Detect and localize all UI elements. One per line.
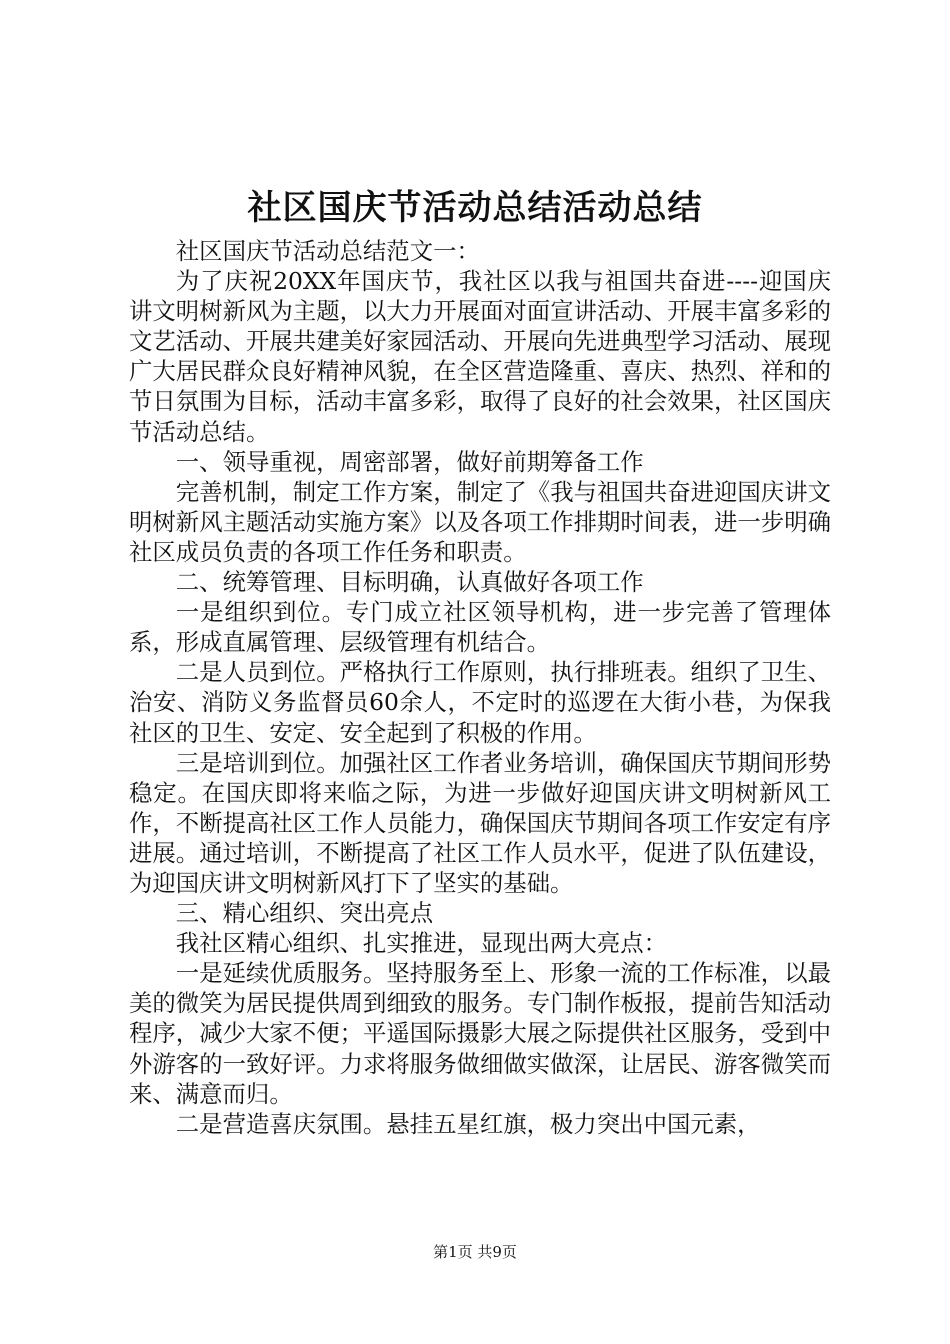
section-heading: 三、精心组织、突出亮点 xyxy=(175,899,434,928)
paragraph-intro: 社区国庆节活动总结范文一： xyxy=(175,237,480,265)
paragraph: 为了庆祝20XX年国庆节，我社区以我与祖国共奋进----迎国庆讲文明树新风为主题，以大力开展面对面宣讲活动、开展丰富多彩的文艺活动、开展共建美好家园活动、开展向先进典型学习活动、展现广大居民群众良好精神风貌，在全区营造隆重、喜庆、热烈、祥和的节日氛围为目标，活动丰富多彩，取得了良好的社会效果，社区国庆节活动总结。 xyxy=(129,267,831,446)
page-number-indicator: 第1页 共9页 xyxy=(433,1243,517,1261)
paragraph: 二是营造喜庆氛围。悬挂五星红旗，极力突出中国元素， xyxy=(175,1109,761,1138)
paragraph: 二是人员到位。严格执行工作原则，执行排班表。组织了卫生、治安、消防义务监督员60余人，不定时的巡逻在大街小巷，为保我社区的卫生、安定、安全起到了积极的作用。 xyxy=(129,658,831,747)
paragraph: 三是培训到位。加强社区工作者业务培训，确保国庆节期间形势稳定。在国庆即将来临之际，为进一步做好迎国庆讲文明树新风工作，不断提高社区工作人员能力，确保国庆节期间各项工作安定有序进展。通过培训，不断提高了社区工作人员水平，促进了队伍建设，为迎国庆讲文明树新风打下了坚实的基础。 xyxy=(129,748,831,897)
section-heading: 一、领导重视，周密部署，做好前期筹备工作 xyxy=(175,447,644,476)
paragraph: 我社区精心组织、扎实推进，显现出两大亮点： xyxy=(175,929,667,958)
page-footer xyxy=(0,1242,950,1262)
document-body xyxy=(129,236,831,1139)
section-heading: 二、统筹管理、目标明确，认真做好各项工作 xyxy=(175,568,644,597)
paragraph: 一是组织到位。专门成立社区领导机构，进一步完善了管理体系，形成直属管理、层级管理有机结合。 xyxy=(129,598,831,657)
paragraph: 一是延续优质服务。坚持服务至上、形象一流的工作标准，以最美的微笑为居民提供周到细致的服务。专门制作板报，提前告知活动程序，减少大家不便；平遥国际摄影大展之际提供社区服务，受到中外游客的一致好评。力求将服务做细做实做深，让居民、游客微笑而来、满意而归。 xyxy=(129,959,831,1108)
paragraph: 完善机制，制定工作方案，制定了《我与祖国共奋进迎国庆讲文明树新风主题活动实施方案》以及各项工作排期时间表，进一步明确社区成员负责的各项工作任务和职责。 xyxy=(129,477,831,566)
document-title: 社区国庆节活动总结活动总结 xyxy=(247,188,703,228)
